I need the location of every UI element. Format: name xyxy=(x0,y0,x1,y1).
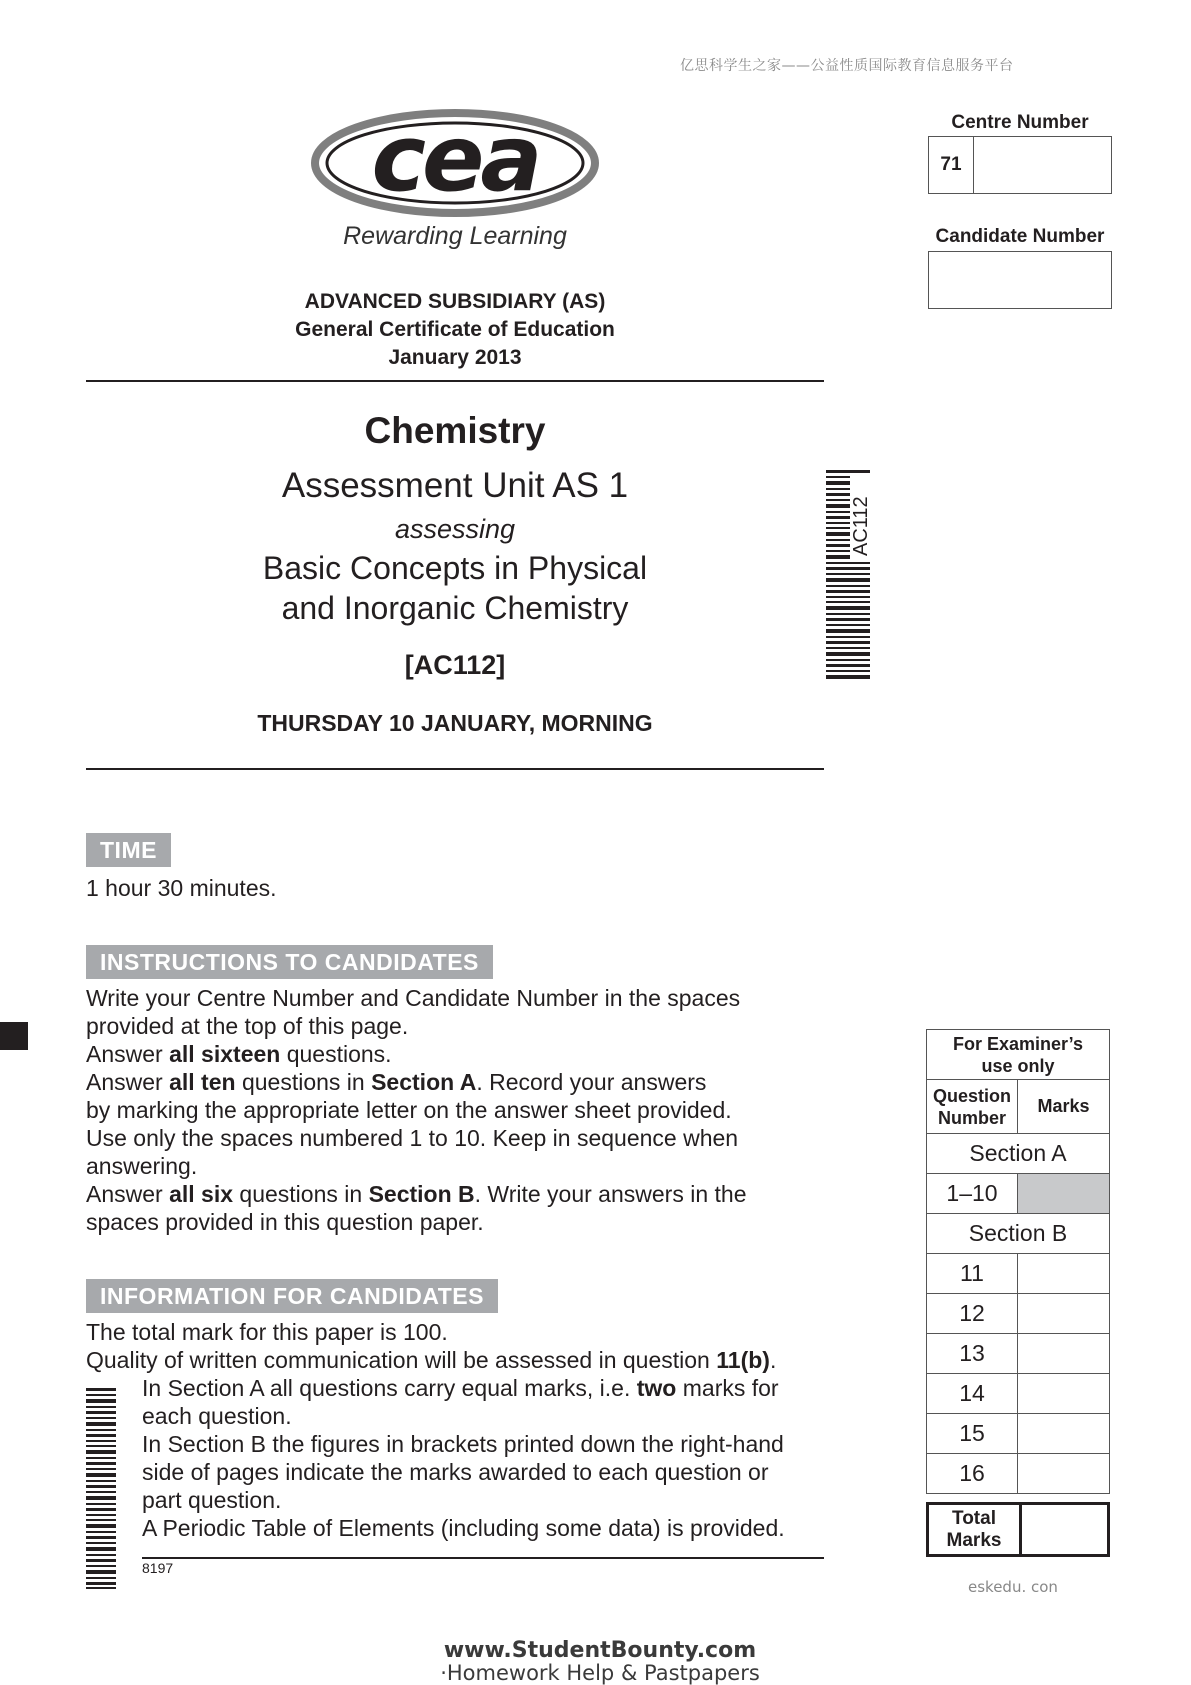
information-text xyxy=(86,1318,846,1374)
information-line: part question. xyxy=(142,1487,282,1513)
candidate-number-field[interactable] xyxy=(928,251,1112,309)
instruction-line: Answer all sixteen questions. xyxy=(86,1041,392,1067)
information-line: Quality of written communication will be assessed in question 11(b). xyxy=(86,1347,777,1373)
centre-number-label: Centre Number xyxy=(951,112,1089,133)
question-row-number: 15 xyxy=(927,1414,1018,1454)
instruction-line: by marking the appropriate letter on the answer sheet provided. xyxy=(86,1097,732,1123)
information-line: side of pages indicate the marks awarded to each question or xyxy=(142,1459,769,1485)
marks-header: Marks xyxy=(1018,1080,1110,1134)
side-watermark: eskedu. con xyxy=(968,1578,1058,1596)
title-divider xyxy=(86,768,824,770)
footer-divider xyxy=(142,1557,824,1559)
marks-cell[interactable] xyxy=(1018,1334,1110,1374)
marks-cell[interactable] xyxy=(1018,1374,1110,1414)
question-row-number: 14 xyxy=(927,1374,1018,1414)
marks-cell[interactable] xyxy=(1018,1254,1110,1294)
cea-logo xyxy=(310,108,600,218)
information-line: The total mark for this paper is 100. xyxy=(86,1319,448,1345)
time-label: TIME xyxy=(86,833,171,867)
studentbounty-watermark xyxy=(440,1640,760,1684)
assessing-label: assessing xyxy=(394,514,516,544)
watermark-tagline: ·Homework Help & Pastpapers xyxy=(440,1661,760,1685)
examiner-table xyxy=(926,1029,1110,1557)
section-a-row: Section A xyxy=(927,1134,1110,1174)
exam-date: THURSDAY 10 JANUARY, MORNING xyxy=(257,710,653,736)
candidate-number-label: Candidate Number xyxy=(935,226,1105,247)
logo-tagline: Rewarding Learning xyxy=(343,222,567,250)
qualification-level: ADVANCED SUBSIDIARY (AS) xyxy=(304,290,606,313)
question-row-number: 12 xyxy=(927,1294,1018,1334)
information-line: each question. xyxy=(142,1403,292,1429)
question-row-number: 13 xyxy=(927,1334,1018,1374)
instruction-line: answering. xyxy=(86,1153,198,1179)
marks-cell[interactable] xyxy=(1018,1414,1110,1454)
watermark-url: www.StudentBounty.com xyxy=(443,1638,757,1663)
instruction-line: Write your Centre Number and Candidate Number in the spaces xyxy=(86,985,741,1011)
marks-cell[interactable] xyxy=(1018,1454,1110,1494)
centre-number-input[interactable] xyxy=(974,137,1111,193)
instruction-line: Answer all ten questions in Section A. Record your answers xyxy=(86,1069,707,1095)
section-a-questions: 1–10 xyxy=(927,1174,1018,1214)
total-marks-cell[interactable] xyxy=(1021,1504,1109,1556)
instruction-line: Use only the spaces numbered 1 to 10. Keep in sequence when xyxy=(86,1125,739,1151)
centre-number-prefix: 71 xyxy=(929,137,974,193)
topic-line-1: Basic Concepts in Physical xyxy=(262,550,648,586)
page-barcode xyxy=(86,1388,116,1590)
question-number-header: Question Number xyxy=(927,1080,1018,1134)
question-row-number: 16 xyxy=(927,1454,1018,1494)
instruction-line: Answer all six questions in Section B. Write your answers in the xyxy=(86,1181,747,1207)
instruction-line: spaces provided in this question paper. xyxy=(86,1209,484,1235)
total-marks-label: Total Marks xyxy=(928,1504,1021,1556)
subject-title: Chemistry xyxy=(364,410,546,451)
question-row-number: 11 xyxy=(927,1254,1018,1294)
paper-code: [AC112] xyxy=(404,650,506,680)
topic-line-2: and Inorganic Chemistry xyxy=(281,590,629,626)
information-text-indented xyxy=(142,1374,842,1542)
svg-text:cea: cea xyxy=(371,108,539,212)
assessment-unit: Assessment Unit AS 1 xyxy=(281,466,629,505)
barcode-label: AC112 xyxy=(850,476,874,560)
section-a-marks-cell xyxy=(1018,1174,1110,1214)
section-b-row: Section B xyxy=(927,1214,1110,1254)
exam-session: January 2013 xyxy=(388,346,522,369)
marks-cell[interactable] xyxy=(1018,1294,1110,1334)
centre-number-field[interactable] xyxy=(928,136,1112,194)
qualification-name: General Certificate of Education xyxy=(295,318,615,341)
header-divider xyxy=(86,380,824,382)
top-watermark: 亿思科学生之家——公益性质国际教育信息服务平台 xyxy=(680,58,1014,74)
information-label: INFORMATION FOR CANDIDATES xyxy=(86,1279,498,1313)
examiner-title: For Examiner’s use only xyxy=(927,1030,1110,1080)
footer-code: 8197 xyxy=(142,1560,174,1576)
margin-marker xyxy=(0,1022,28,1050)
information-line: In Section A all questions carry equal marks, i.e. two marks for xyxy=(142,1375,779,1401)
information-line: A Periodic Table of Elements (including some data) is provided. xyxy=(142,1515,785,1541)
instructions-label: INSTRUCTIONS TO CANDIDATES xyxy=(86,945,493,979)
time-text: 1 hour 30 minutes. xyxy=(86,875,277,901)
instructions-text xyxy=(86,984,846,1236)
instruction-line: provided at the top of this page. xyxy=(86,1013,409,1039)
information-line: In Section B the figures in brackets printed down the right-hand xyxy=(142,1431,784,1457)
